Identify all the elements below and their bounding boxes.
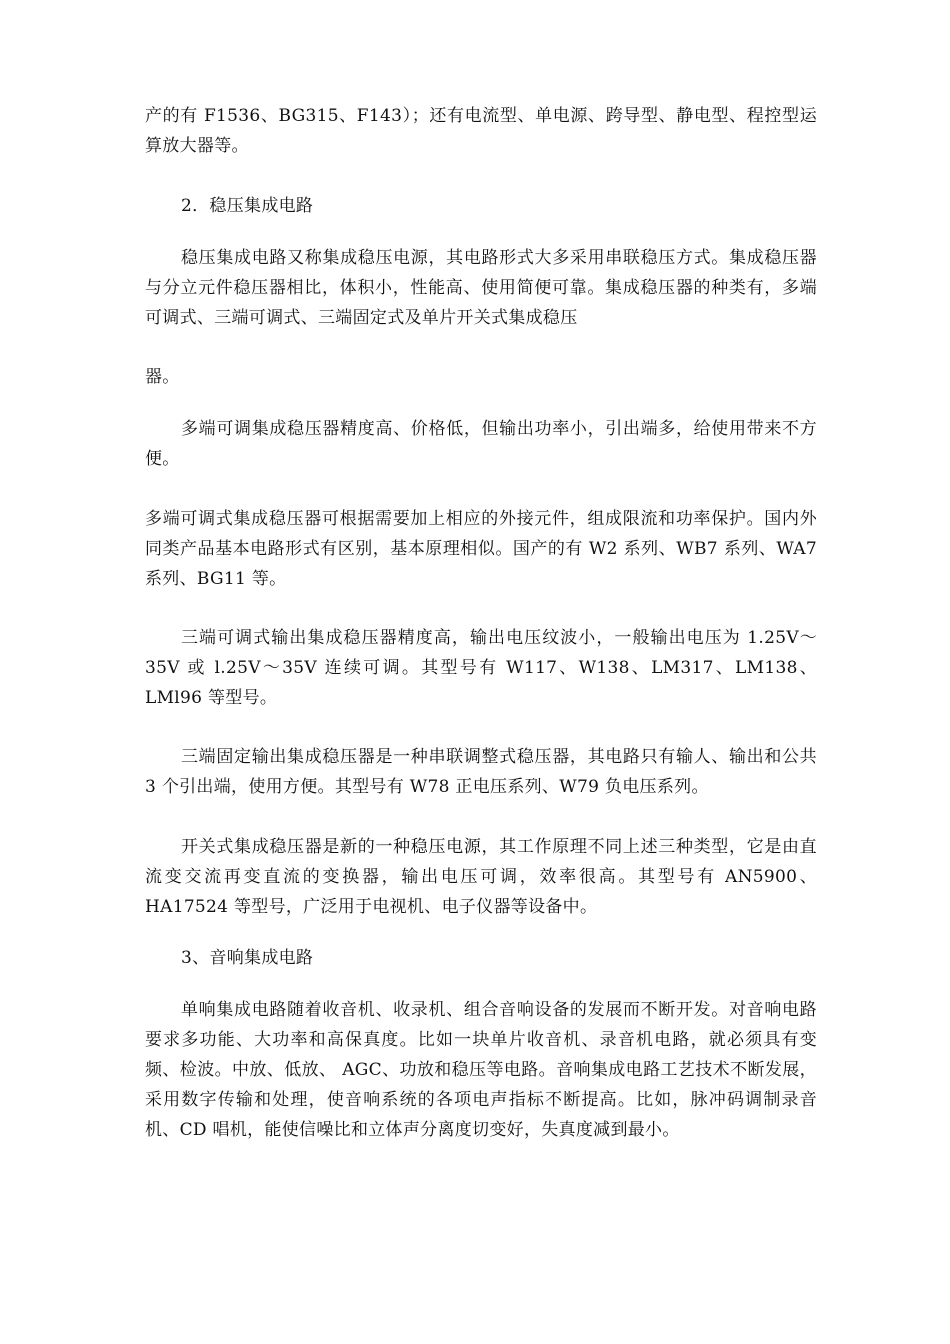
paragraph-three-terminal-adjustable: 三端可调式输出集成稳压器精度高，输出电压纹波小，一般输出电压为 1.25V～35V 或 l.25V～35V 连续可调。其型号有 W117、W138、LM317、LM138、LMl96 等型号。 — [145, 628, 817, 708]
paragraph-op-amp-continued: 产的有 F1536、BG315、F143）；还有电流型、单电源、跨导型、静电型、程控型运算放大器等。 — [145, 106, 817, 156]
heading-voltage-regulator-ic: 2．稳压集成电路 — [181, 196, 314, 216]
paragraph-multi-terminal: 多端可调集成稳压器精度高、价格低，但输出功率小，引出端多，给使用带来不方便。 — [145, 419, 817, 469]
paragraph-multi-terminal-detail: 多端可调式集成稳压器可根据需要加上相应的外接元件，组成限流和功率保护。国内外同类产品基本电路形式有区别，基本原理相似。国产的有 W2 系列、WB7 系列、WA7 系列、BG11 等。 — [145, 509, 823, 589]
paragraph-audio-ic: 单响集成电路随着收音机、收录机、组合音响设备的发展而不断开发。对音响电路要求多功能、大功率和高保真度。比如一块单片收音机、录音机电路，就必须具有变频、检波。中放、低放、 AGC、功放和稳压等电路。音响集成电路工艺技术不断发展，采用数字传输和处理，使音响系统的各项电声指标不断提高。比如，脉冲码调制录音机、CD 唱机，能使信噪比和立体声分离度切变好，失真度减到最小。 — [145, 1000, 817, 1140]
paragraph-regulator-intro-end: 器。 — [145, 367, 180, 387]
heading-audio-ic: 3、音响集成电路 — [181, 948, 314, 968]
paragraph-three-terminal-fixed: 三端固定输出集成稳压器是一种串联调整式稳压器，其电路只有输人、输出和公共 3 个引出端，使用方便。其型号有 W78 正电压系列、W79 负电压系列。 — [145, 747, 823, 797]
paragraph-switching-regulator: 开关式集成稳压器是新的一种稳压电源，其工作原理不同上述三种类型，它是由直流变交流再变直流的变换器，输出电压可调，效率很高。其型号有 AN5900、HA17524 等型号，广泛用于电视机、电子仪器等设备中。 — [145, 837, 817, 917]
paragraph-regulator-intro: 稳压集成电路又称集成稳压电源，其电路形式大多采用串联稳压方式。集成稳压器与分立元件稳压器相比，体积小，性能高、使用简便可靠。集成稳压器的种类有，多端可调式、三端可调式、三端固定式及单片开关式集成稳压 — [145, 248, 817, 328]
